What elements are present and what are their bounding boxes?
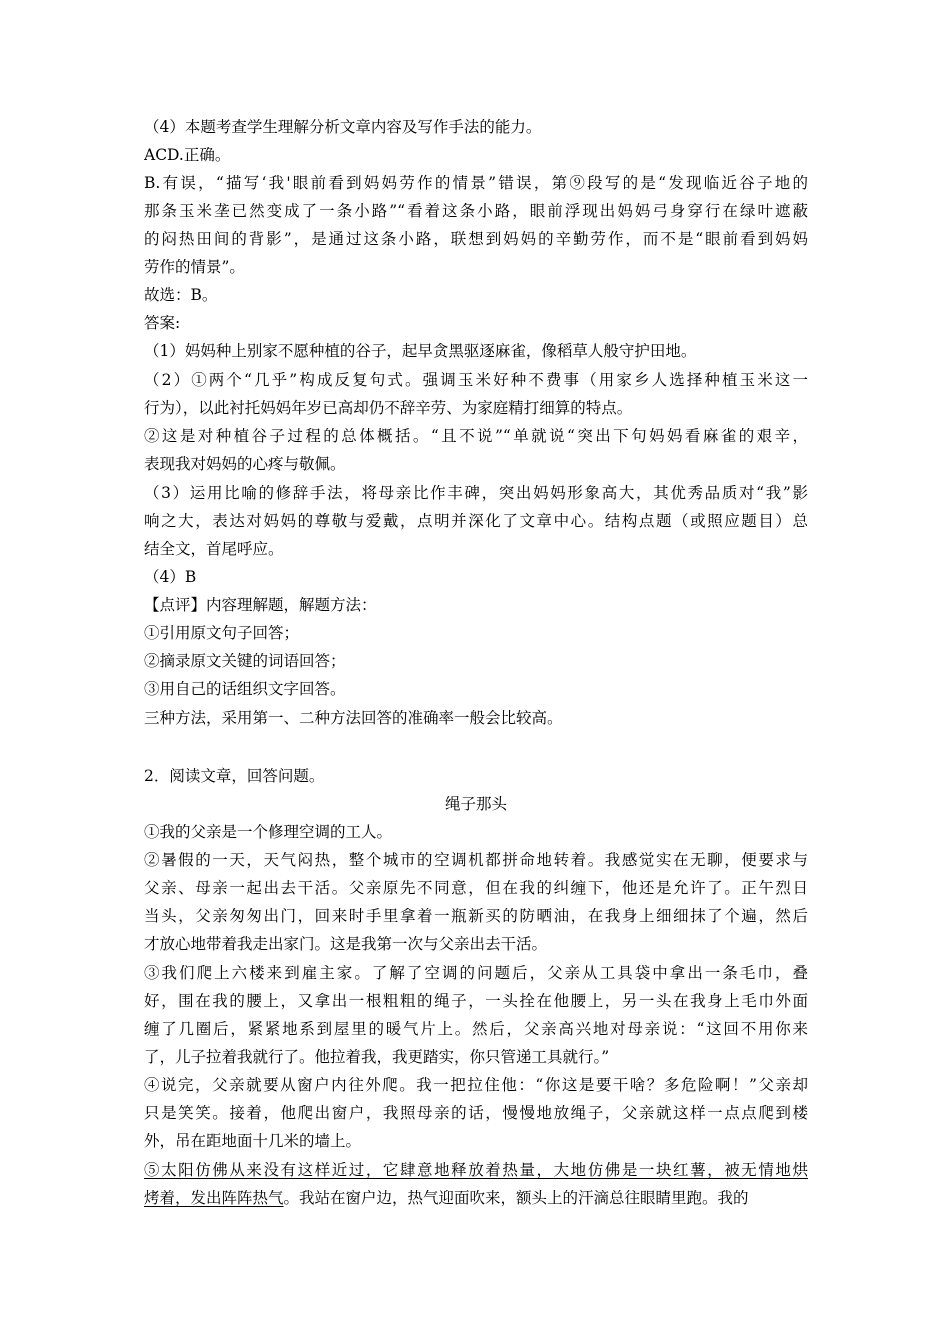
article-paragraph-4-line: 外，吊在距地面十几米的墙上。 xyxy=(144,1132,362,1150)
answer-2b-line: ②这是对种植谷子过程的总体概括。“且不说”“单就说“突出下句妈妈看麻雀的艰辛， xyxy=(144,427,808,445)
review-heading: 【点评】内容理解题，解题方法： xyxy=(144,596,377,614)
review-method: ②摘录原文关键的词语回答； xyxy=(144,652,346,670)
article-paragraph-4-line: ④说完，父亲就要从窗户内往外爬。我一把拉住他：“你这是要干啥？多危险啊！”父亲却 xyxy=(144,1076,808,1094)
analysis-b-line: 那条玉米垄已然变成了一条小路”“看着这条小路，眼前浮现出妈妈弓身穿行在绿叶遮蔽 xyxy=(144,202,808,220)
answer-3-line: 结全文，首尾呼应。 xyxy=(144,540,284,558)
analysis-b-line: 的闷热田间的背影”，是通过这条小路，联想到妈妈的辛勤劳作，而不是“眼前看到妈妈 xyxy=(144,230,808,248)
analysis-b-line: B.有误，“描写‘我'眼前看到妈妈劳作的情景”错误，第⑨段写的是“发现临近谷子地的 xyxy=(144,174,808,192)
review-method: ③用自己的话组织文字回答。 xyxy=(144,680,346,698)
article-paragraph-2-line: 才放心地带着我走出家门。这是我第一次与父亲出去干活。 xyxy=(144,935,548,953)
answers-label: 答案: xyxy=(144,314,181,332)
article-paragraph-1: ①我的父亲是一个修理空调的工人。 xyxy=(144,823,393,841)
analysis-b-line: 劳作的情景”。 xyxy=(144,258,245,276)
answer-1: （1）妈妈种上别家不愿种植的谷子，起早贪黑驱逐麻雀，像稻草人般守护田地。 xyxy=(144,342,697,360)
review-summary: 三种方法，采用第一、二种方法回答的准确率一般会比较高。 xyxy=(144,709,563,727)
article-paragraph-3-line: 好，围在我的腰上，又拿出一根粗粗的绳子，一头拴在他腰上，另一头在我身上毛巾外面 xyxy=(144,992,808,1010)
answer-4: （4）B xyxy=(144,568,197,586)
article-paragraph-3-line: ③我们爬上六楼来到雇主家。了解了空调的问题后，父亲从工具袋中拿出一条毛巾，叠 xyxy=(144,964,808,982)
answer-3-line: 响之大，表达对妈妈的尊敬与爱戴，点明并深化了文章中心。结构点题（或照应题目）总 xyxy=(144,512,808,530)
article-paragraph-5-line xyxy=(144,1185,808,1211)
article-title: 绳子那头 xyxy=(444,795,507,813)
article-paragraph-4-line: 只是笑笑。接着，他爬出窗户，我照母亲的话，慢慢地放绳子，父亲就这样一点点爬到楼 xyxy=(144,1104,808,1122)
analysis-acd-correct: ACD.正确。 xyxy=(144,146,231,164)
answer-2-line: （2）①两个“几乎”构成反复句式。强调玉米好种不费事（用家乡人选择种植玉米这一 xyxy=(144,371,808,389)
article-paragraph-5-underlined: ⑤太阳仿佛从来没有这样近过，它肆意地释放着热量，大地仿佛是一块红薯，被无情地烘 xyxy=(144,1161,808,1179)
article-paragraph-2-line: ②暑假的一天，天气闷热，整个城市的空调机都拼命地转着。我感觉实在无聊，便要求与 xyxy=(144,851,808,869)
answer-2b-line: 表现我对妈妈的心疼与敬佩。 xyxy=(144,455,346,473)
answer-2-line: 行为），以此衬托妈妈年岁已高却仍不辞辛劳、为家庭精打细算的特点。 xyxy=(144,399,633,417)
analysis-q4-intro: （4）本题考查学生理解分析文章内容及写作手法的能力。 xyxy=(144,118,542,136)
article-paragraph-5-underlined: 烤着，发出阵阵热气 xyxy=(144,1189,284,1207)
article-paragraph-2-line: 当头，父亲匆匆出门，回来时手里拿着一瓶新买的防晒油，在我身上细细抹了个遍，然后 xyxy=(144,907,808,925)
review-method: ①引用原文句子回答； xyxy=(144,624,300,642)
article-paragraph-3-line: 了，儿子拉着我就行了。他拉着我，我更踏实，你只管递工具就行。” xyxy=(144,1048,610,1066)
article-paragraph-3-line: 缠了几圈后，紧紧地系到屋里的暖气片上。然后，父亲高兴地对母亲说：“这回不用你来 xyxy=(144,1020,808,1038)
question-2-prompt: 2．阅读文章，回答问题。 xyxy=(144,767,325,785)
article-paragraph-5-text: 。我站在窗户边，热气迎面吹来，额头上的汗滴总往眼睛里跑。我的 xyxy=(283,1189,749,1207)
answer-3-line: （3）运用比喻的修辞手法，将母亲比作丰碑，突出妈妈形象高大，其优秀品质对“我”影 xyxy=(144,484,808,502)
article-paragraph-2-line: 父亲、母亲一起出去干活。父亲原先不同意，但在我的纠缠下，他还是允许了。正午烈日 xyxy=(144,879,808,897)
analysis-choice: 故选：B。 xyxy=(144,286,218,304)
